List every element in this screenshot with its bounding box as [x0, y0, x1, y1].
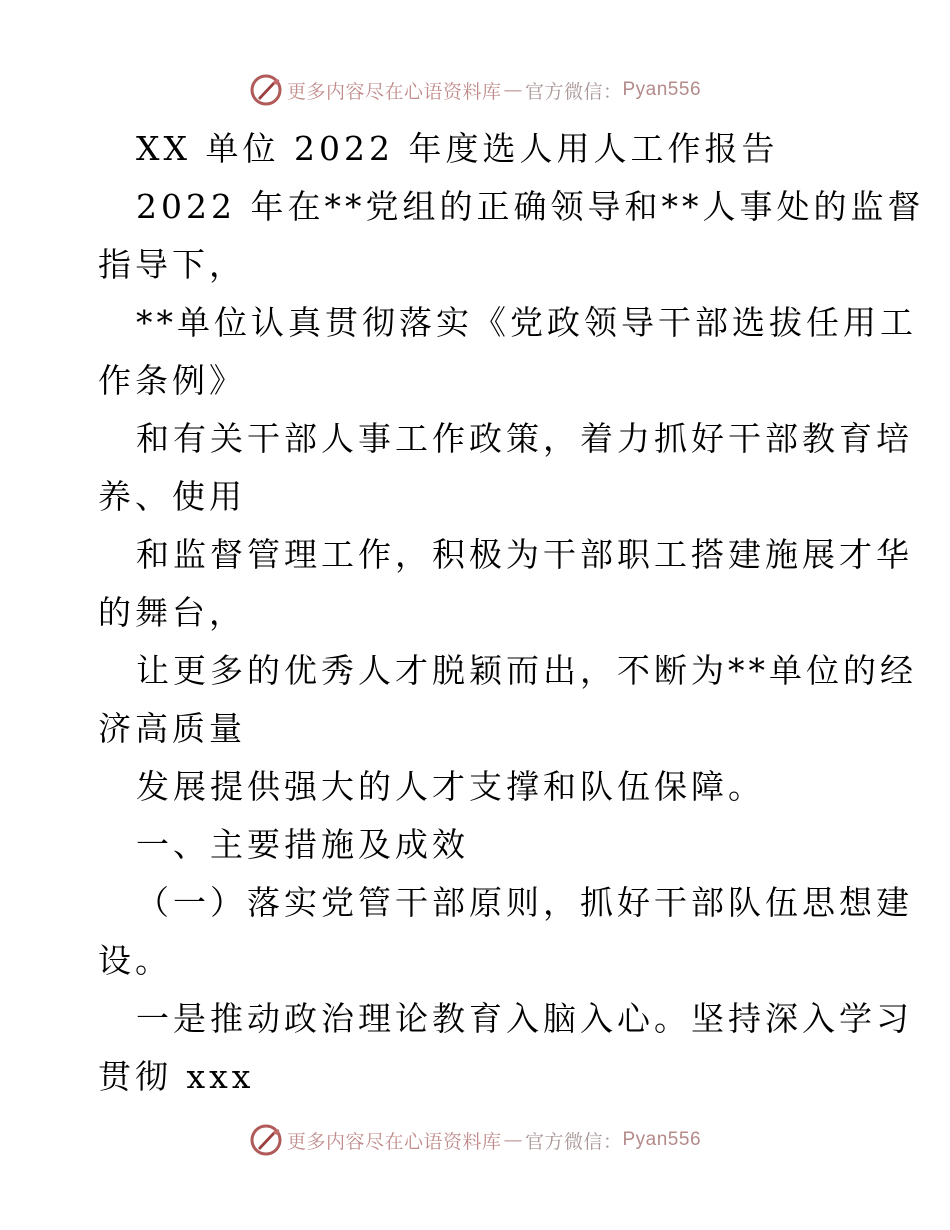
watermark-site: 更多内容尽在心语资料库 [286, 1130, 502, 1153]
watermark-wechat-label: 官方微信： [524, 1130, 623, 1153]
watermark-wechat-id: Pyan556 [622, 1129, 702, 1150]
quill-seal-icon [249, 73, 283, 107]
paragraph-line: **单位认真贯彻落实《党政领导干部选拔任用工 [136, 303, 917, 342]
paragraph-line: 和有关干部人事工作政策，着力抓好干部教育培 [136, 419, 913, 458]
watermark-wechat-label: 官方微信： [524, 80, 623, 103]
paragraph-line: 济高质量 [98, 709, 246, 748]
watermark-site: 更多内容尽在心语资料库 [286, 80, 502, 103]
paragraph-line: 贯彻 xxx [98, 1057, 255, 1096]
paragraph-line: 作条例》 [98, 361, 246, 400]
paragraph-line: 指导下， [98, 245, 246, 284]
paragraph-line: 的舞台， [98, 593, 246, 632]
paragraph-line: 和监督管理工作，积极为干部职工搭建施展才华 [136, 535, 913, 574]
paragraph-line: 养、使用 [98, 477, 246, 516]
watermark-separator: — [503, 79, 523, 101]
quill-seal-icon [249, 1123, 283, 1157]
paragraph-line: 2022 年在**党组的正确领导和**人事处的监督 [136, 187, 925, 226]
watermark-footer [0, 1120, 950, 1160]
paragraph-line: 让更多的优秀人才脱颖而出，不断为**单位的经 [136, 651, 917, 690]
document-body [98, 120, 925, 1106]
watermark-header [0, 70, 950, 110]
section-heading: 一、主要措施及成效 [136, 825, 469, 864]
paragraph-line: 一是推动政治理论教育入脑入心。坚持深入学习 [136, 999, 913, 1038]
subsection-heading: （一）落实党管干部原则，抓好干部队伍思想建 [136, 883, 913, 922]
paragraph-line: 设。 [98, 941, 172, 980]
watermark-wechat-id: Pyan556 [622, 79, 702, 100]
watermark-separator: — [503, 1129, 523, 1151]
document-title: XX 单位 2022 年度选人用人工作报告 [136, 129, 779, 168]
paragraph-line: 发展提供强大的人才支撑和队伍保障。 [136, 767, 765, 806]
